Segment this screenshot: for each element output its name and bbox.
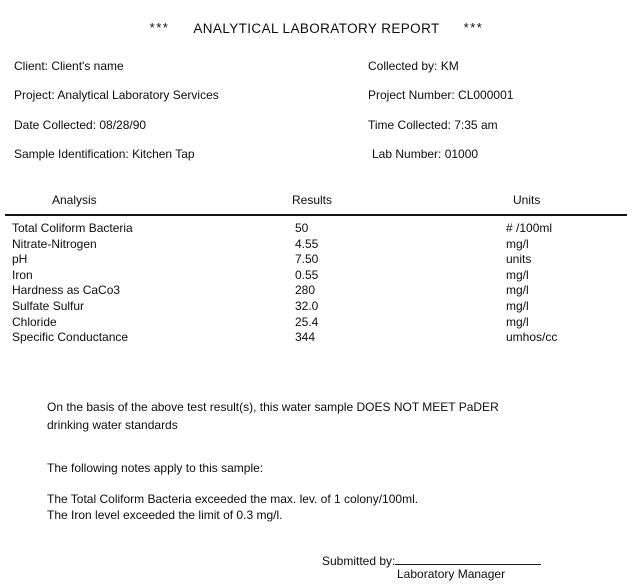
submitted-by-label: Submitted by: xyxy=(322,554,396,568)
conclusion-line-1: On the basis of the above test result(s), this water sample DOES NOT MEET PaDER xyxy=(47,400,499,414)
info-time-collected: Time Collected: 7:35 am xyxy=(368,118,498,132)
table-row xyxy=(12,237,633,253)
page-title: ANALYTICAL LABORATORY REPORT xyxy=(193,21,440,36)
info-project-number: Project Number: CL000001 xyxy=(368,88,514,102)
report-title-row xyxy=(0,21,633,36)
info-project: Project: Analytical Laboratory Services xyxy=(14,88,219,102)
title-stars-left: *** xyxy=(149,20,170,35)
column-header-analysis: Analysis xyxy=(52,193,97,207)
table-row xyxy=(12,299,633,315)
notes-list xyxy=(47,491,418,523)
unit-cell: mg/l xyxy=(506,314,529,329)
result-cell: 344 xyxy=(295,330,316,345)
result-cell: 0.55 xyxy=(295,267,319,282)
table-row xyxy=(12,268,633,284)
result-cell: 4.55 xyxy=(295,236,319,251)
title-stars-right: *** xyxy=(463,20,484,35)
column-header-results: Results xyxy=(292,193,333,207)
result-cell: 7.50 xyxy=(295,252,319,267)
conclusion-text xyxy=(47,399,499,434)
analysis-cell: Sulfate Sulfur xyxy=(12,298,85,313)
unit-cell: mg/l xyxy=(506,298,529,313)
submitted-by-row xyxy=(322,551,541,568)
info-sample-identification: Sample Identification: Kitchen Tap xyxy=(14,147,195,161)
analysis-cell: pH xyxy=(12,252,28,267)
info-collected-by: Collected by: KM xyxy=(368,59,459,73)
table-row xyxy=(12,330,633,346)
unit-cell: umhos/cc xyxy=(506,330,558,345)
unit-cell: mg/l xyxy=(506,236,529,251)
result-cell: 50 xyxy=(295,221,309,235)
info-client: Client: Client's name xyxy=(14,59,124,73)
unit-cell: # /100ml xyxy=(506,221,553,235)
unit-cell: mg/l xyxy=(506,267,529,282)
conclusion-line-2: drinking water standards xyxy=(47,417,178,432)
analysis-cell: Iron xyxy=(12,267,33,282)
table-row xyxy=(12,283,633,299)
unit-cell: units xyxy=(506,252,532,267)
table-header-rule xyxy=(5,214,627,216)
signature-line xyxy=(395,551,541,565)
signature-role: Laboratory Manager xyxy=(397,567,506,581)
result-cell: 32.0 xyxy=(295,298,319,313)
analysis-cell: Total Coliform Bacteria xyxy=(12,221,133,235)
analysis-cell: Specific Conductance xyxy=(12,330,129,345)
table-row xyxy=(12,252,633,268)
analysis-cell: Hardness as CaCo3 xyxy=(12,283,121,298)
analysis-cell: Chloride xyxy=(12,314,57,329)
info-date-collected: Date Collected: 08/28/90 xyxy=(14,118,147,132)
unit-cell: mg/l xyxy=(506,283,529,298)
note-item-iron: The Iron level exceeded the limit of 0.3 mg/l. xyxy=(47,508,283,522)
table-row xyxy=(12,221,633,237)
info-lab-number: Lab Number: 01000 xyxy=(372,147,479,161)
column-header-units: Units xyxy=(513,193,541,207)
result-cell: 280 xyxy=(295,283,316,298)
analysis-cell: Nitrate-Nitrogen xyxy=(12,236,97,251)
notes-intro: The following notes apply to this sample: xyxy=(47,461,264,475)
results-table-body xyxy=(12,221,633,346)
note-item-coliform: The Total Coliform Bacteria exceeded the max. lev. of 1 colony/100ml. xyxy=(47,492,419,506)
result-cell: 25.4 xyxy=(295,314,319,329)
table-row xyxy=(12,315,633,331)
